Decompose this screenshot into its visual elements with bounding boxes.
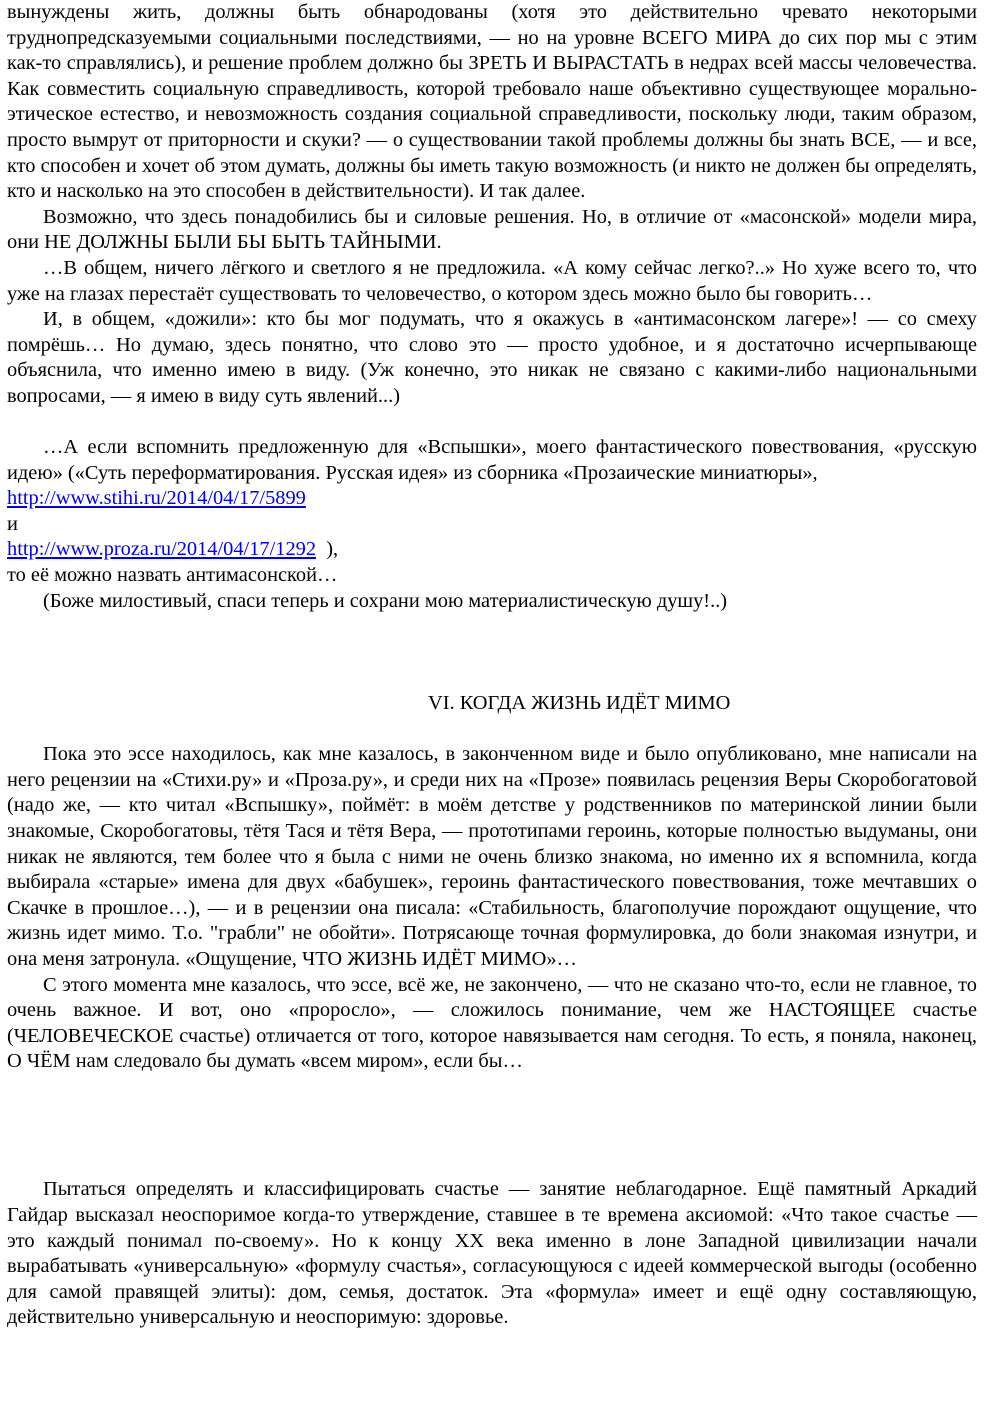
blank-line: [7, 640, 977, 666]
conjunction-line: и: [7, 512, 18, 535]
paragraph-vspyshka-intro: …А если вспомнить предложенную для «Вспышки», моего фантастического повествования, «русскую идею» («Суть переформатирования. Русская идея» из сборника «Прозаические миниатюры»,: [7, 436, 977, 484]
blank-line: [7, 1075, 977, 1101]
paragraph: Возможно, что здесь понадобились бы и силовые решения. Но, в отличие от «масонской» модели мира, они НЕ ДОЛЖНЫ БЫЛИ БЫ БЫТЬ ТАЙНЫМИ.: [7, 205, 977, 254]
paragraph: …В общем, ничего лёгкого и светлого я не предложила. «А кому сейчас легко?..» Но хуже всего то, что уже на глазах перестаёт существовать то человечество, о котором здесь можно было бы говорить…: [7, 256, 977, 305]
blank-line: [7, 1152, 977, 1178]
paragraph: И, в общем, «дожили»: кто бы мог подумать, что я окажусь в «антимасонском лагере»! — со смеху помрёшь… Но думаю, здесь понятно, что слово это — просто удобное, и я достаточно исчерпывающе объяснила, что именно имею в виду. (Уж конечно, это никак не связано с какими-либо национальными вопросами, — я имею в виду суть явлений...): [7, 308, 977, 407]
paragraph: С этого момента мне казалось, что эссе, всё же, не закончено, — что не сказано что-то, если не главное, то очень важное. И вот, оно «проросло», — сложилось понимание, чем же НАСТОЯЩЕЕ счастье (ЧЕЛОВЕЧЕСКОЕ счастье) отличается от того, которое навязывается нам сегодня. То есть, я поняла, наконец, О ЧЁМ нам следовало бы думать «всем миром», если бы…: [7, 973, 977, 1073]
blank-line: [7, 614, 977, 640]
link-line: [7, 537, 977, 563]
blank-line: [7, 410, 977, 436]
paragraph: вынуждены жить, должны быть обнародованы (хотя это действительно чревато некоторыми труднопредсказуемыми социальными последствиями, — но на уровне ВСЕГО МИРА до сих пор мы с этим как-то справлялись), и решение проблем должно бы ЗРЕТЬ И ВЫРАСТАТЬ в недрах всей массы человечества. Как совместить социальную справедливость, которой требовало наше объективно существующее морально-этическое естество, и невозможность создания социальной справедливости, поскольку люди, таким образом, просто вымрут от приторности и скуки? — о существовании такой проблемы должны бы знать ВСЕ, — и все, кто способен и хочет об этом думать, должны бы иметь такую возможность (и никто не должен бы определять, кто и насколько на это способен в действительности). И так далее.: [7, 1, 977, 203]
link-line: [7, 486, 977, 512]
paragraph: Пока это эссе находилось, как мне казалось, в законченном виде и было опубликовано, мне написали на него рецензии на «Стихи.ру» и «Проза.ру», и среди них на «Прозе» появилась рецензия Веры Скоробогатовой (надо же, — кто читал «Вспышку», поймёт: в моём детстве у родственников по материнской линии были знакомые, Скоробогатовы, тётя Тася и тётя Вера, — прототипами героинь, которые полностью выдуманы, они никак не являются, тем более что я была с ними не очень близко знакома, но именно их я вспомнила, когда выбирала «старые» имена для двух «бабушек», героинь фантастического повествования, тоже мечтавших о Скачке в прошлое…), — и в рецензии она писала: «Стабильность, благополучие порождают ощущение, что жизнь идет мимо. Т.о. "грабли" не обойти». Потрясающе точная формулировка, до боли знакомая изнутри, и она меня затронула. «Ощущение, ЧТО ЖИЗНЬ ИДЁТ МИМО»…: [7, 743, 977, 970]
blank-line: [7, 1101, 977, 1127]
paragraph: Пытаться определять и классифицировать счастье — занятие неблагодарное. Ещё памятный Аркадий Гайдар высказал неоспоримое когда-то утверждение, ставшее в те времена аксиомой: «Что такое счастье — это каждый понимал по-своему». Но к концу XX века именно в лоне Западной цивилизации начали вырабатывать «универсальную» «формулу счастья», согласующуюся с идеей коммерческой выгоды (особенно для самой правящей элиты): дом, семья, достаток. Эта «формула» имеет и ещё одну составляющую, действительно универсальную и неоспоримую: здоровье.: [7, 1178, 977, 1329]
blank-line: [7, 717, 977, 743]
blank-line: [7, 1126, 977, 1152]
document-page: [7, 0, 977, 1331]
blank-line: [7, 665, 977, 691]
stihi-link[interactable]: http://www.stihi.ru/2014/04/17/5899: [7, 487, 306, 510]
paragraph: то её можно назвать антимасонской…: [7, 564, 338, 587]
section-heading: VI. КОГДА ЖИЗНЬ ИДЁТ МИМО: [428, 692, 731, 715]
proza-link[interactable]: http://www.proza.ru/2014/04/17/1292: [7, 538, 317, 561]
paragraph: (Боже милостивый, спаси теперь и сохрани мою материалистическую душу!..): [43, 589, 728, 612]
link-suffix: ),: [316, 538, 339, 561]
